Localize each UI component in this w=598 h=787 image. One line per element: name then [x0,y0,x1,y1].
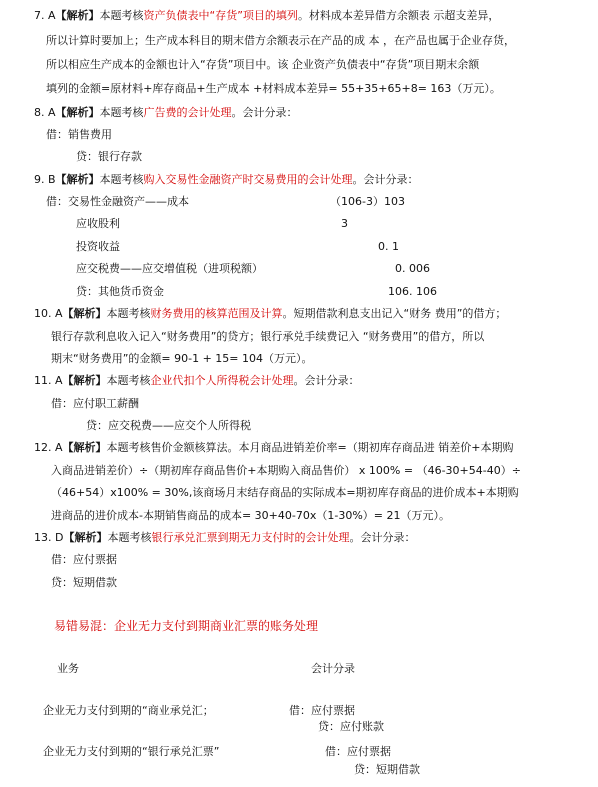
q8-entry-credit: 贷：银行存款 [76,150,142,163]
q12-line-4: 进商品的进价成本-本期销售商品的成本= 30+40-70x（1-30%）= 21（万元）。 [51,509,450,522]
q13-line-1: 13. D【解析】本题考核银行承兑汇票到期无力支付时的会计处理。会计分录： [34,531,416,544]
q9-entry-5: 贷：其他货币资金 [76,285,164,298]
q10-line-1: 10. A【解析】本题考核财务费用的核算范围及计算。短期借款利息支出记入“财务 费用”的借方； [34,307,507,320]
q7-line-3: 所以相应生产成本的金额也计入“存货”项目中。该 企业资产负债表中“存货”项目期末余额 [46,58,480,71]
q7-line-1: 7. A【解析】本题考核资产负债表中“存货”项目的填列。材料成本差异借方余额表 示超支差异， [34,9,500,22]
q9-amount-3: 0. 1 [378,240,399,253]
q7-line-4: 填列的金额=原材料+库存商品+生产成本 +材料成本差异= 55+35+65+8= 163（万元）。 [46,82,501,95]
q9-entry-3: 投资收益 [76,240,120,253]
q13-number: 13. D [34,531,64,544]
note-header-business: 业务 [57,662,79,675]
q11-number: 11. A [34,374,63,387]
q12-line-2: 入商品进销差价）÷（期初库存商品售价+本期购入商品售价） x 100% = （46-30+54-40）÷ [51,464,521,477]
q10-topic: 财务费用的核算范围及计算 [150,307,283,320]
q8-line-1: 8. A【解析】本题考核广告费的会计处理。会计分录： [34,106,298,119]
q11-topic: 企业代扣个人所得税会计处理 [150,374,294,387]
q11-tag: 【解析】 [62,374,107,387]
q10-line-2: 银行存款利息收入记入“财务费用”的贷方；银行承兑手续费记入 “财务费用”的借方，所以 [51,330,485,343]
q8-entry-debit: 借：销售费用 [46,128,112,141]
q9-entry-2: 应收股利 [76,217,120,230]
q7-tag: 【解析】 [55,9,100,22]
q9-entry-4: 应交税费——应交增值税（进项税额） [76,262,263,275]
q10-tag: 【解析】 [62,307,107,320]
note-row2-debit: 借：应付票据 [325,745,391,758]
q8-tag: 【解析】 [55,106,100,119]
note-title: 易错易混：企业无力支付到期商业汇票的账务处理 [54,619,319,633]
q7-number: 7. A [34,9,56,22]
q8-topic: 广告费的会计处理 [143,106,232,119]
q9-amount-5: 106. 106 [388,285,437,298]
q13-topic: 银行承兑汇票到期无力支付时的会计处理 [151,531,350,544]
q8-number: 8. A [34,106,56,119]
q11-line-1: 11. A【解析】本题考核企业代扣个人所得税会计处理。会计分录： [34,374,360,387]
q13-entry-debit: 借：应付票据 [51,553,117,566]
q13-tag: 【解析】 [63,531,108,544]
q11-entry-credit: 贷：应交税费——应交个人所得税 [86,419,251,432]
q12-line-1: 12. A【解析】本题考核售价金额核算法。本月商品进销差价率=（期初库存商品进 销差价+本期购 [34,441,514,454]
q11-entry-debit: 借：应付职工薪酬 [51,397,139,410]
q12-line-3: （46+54）x100% = 30%,该商场月末结存商品的实际成本=期初库存商品的进价成本+本期购 [51,486,519,499]
q7-line-2: 所以计算时要加上；生产成本科目的期末借方余额表示在产品的成 本 ，在产品也属于企业存货， [46,34,515,47]
q12-number: 12. A [34,441,63,454]
q10-number: 10. A [34,307,63,320]
q7-topic: 资产负债表中“存货”项目的填列 [143,9,298,22]
q9-amount-4: 0. 006 [395,262,430,275]
q9-line-1: 9. B【解析】本题考核购入交易性金融资产时交易费用的会计处理。会计分录： [34,173,419,186]
note-row1-debit: 借：应付票据 [289,704,355,717]
q9-amount-1: （106-3）103 [330,195,405,208]
q9-number: 9. B [34,173,56,186]
q9-entry-1: 借：交易性金融资产——成本 [46,195,189,208]
note-row1-business: 企业无力支付到期的“商业承兑汇； [43,704,214,717]
note-row2-credit: 贷：短期借款 [354,763,420,776]
q12-tag: 【解析】 [62,441,107,454]
note-row2-business: 企业无力支付到期的“银行承兑汇票” [43,745,220,758]
note-header-entry: 会计分录 [311,662,355,675]
q9-topic: 购入交易性金融资产时交易费用的会计处理 [143,173,353,186]
q13-entry-credit: 贷：短期借款 [51,576,117,589]
q9-amount-2: 3 [341,217,348,230]
q9-tag: 【解析】 [55,173,100,186]
q10-line-3: 期末“财务费用”的金额= 90-1 + 15= 104（万元）。 [51,352,313,365]
note-row1-credit: 贷：应付账款 [318,720,384,733]
